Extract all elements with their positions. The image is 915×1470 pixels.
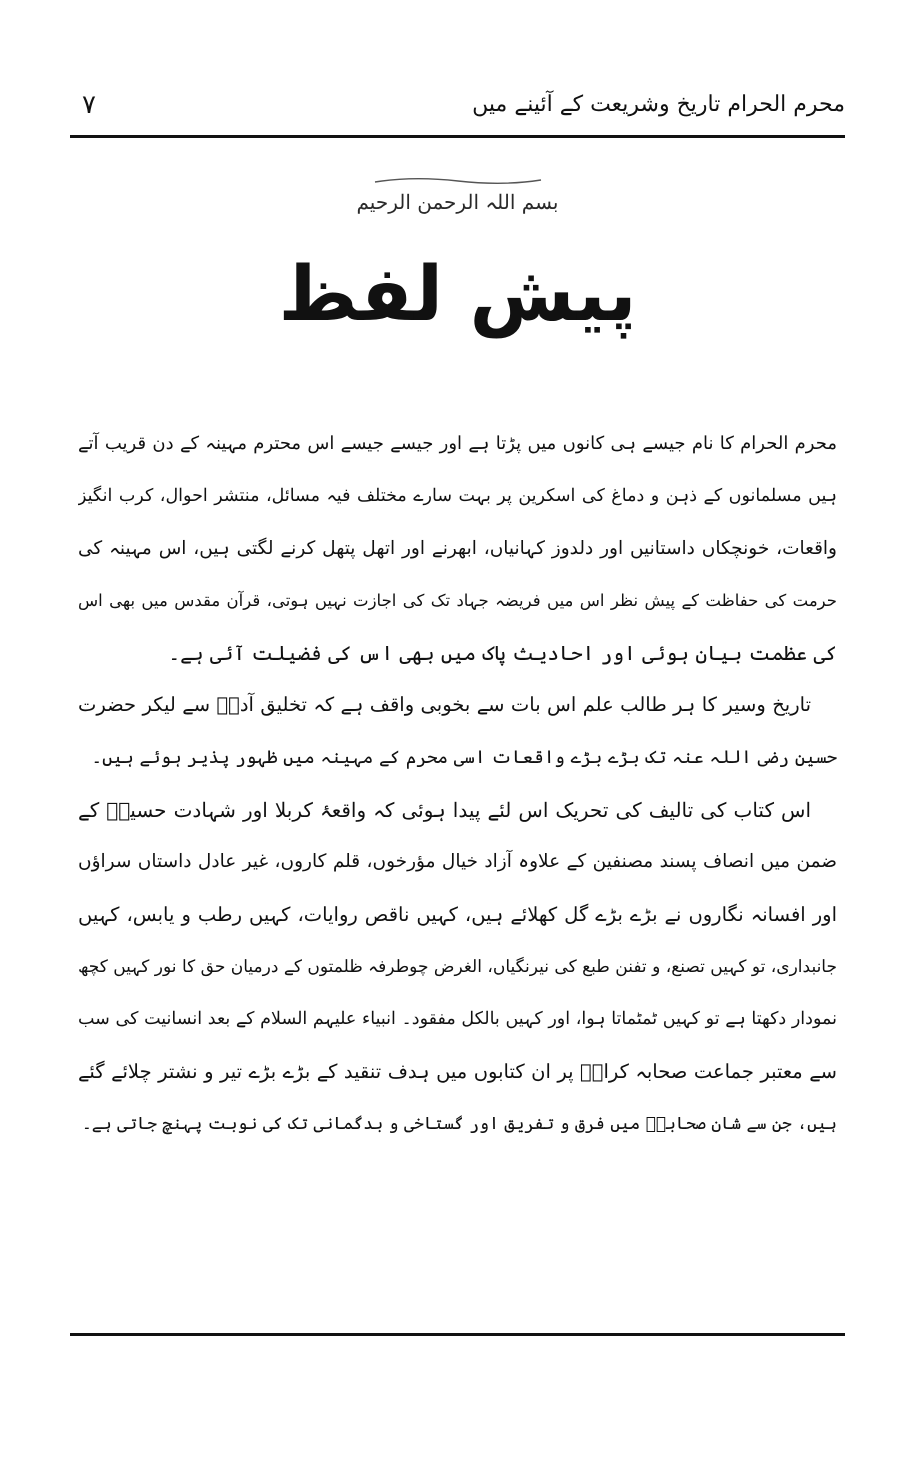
text-line: ضمن میں انصاف پسند مصنفین کے علاوہ آزاد خیال مؤرخوں، قلم کاروں، غیر عادل داستاں سراؤں [78, 851, 837, 873]
text-line: محرم الحرام کا نام جیسے ہی کانوں میں پڑتا ہے اور جیسے جیسے اس محترم مہینہ کے دن قریب آتے [78, 433, 837, 454]
paragraph-3 [78, 784, 837, 1150]
text-line: اس کتاب کی تالیف کی تحریک اس لئے پیدا ہوئی کہ واقعۂ کربلا اور شہادت حسینؓ کے [78, 798, 811, 823]
text-line: کی عظمت بیان ہوئی اور احادیث پاک میں بھی اس کی فضیلت آئی ہے۔ [168, 641, 837, 666]
basmala-text: بسم اللہ الرحمن الرحیم [356, 190, 559, 214]
text-line: نمودار دکھتا ہے تو کہیں ٹمٹماتا ہوا، اور کہیں بالکل مفقود۔ انبیاء علیہم السلام کے بعد انسانیت کی سب [78, 1009, 837, 1030]
text-line: سے معتبر جماعت صحابہ کرامؓ پر ان کتابوں میں ہدف تنقید کے بڑے بڑے تیر و نشتر چلائے گئے [78, 1059, 837, 1083]
page-number: ۷ [82, 90, 96, 120]
basmala-flourish-icon [373, 176, 543, 186]
paragraph-1 [78, 418, 837, 679]
text-line: اور افسانہ نگاروں نے بڑے بڑے گل کھلائے ہیں، کہیں ناقص روایات، کہیں رطب و یابس، کہیں [78, 902, 837, 926]
text-line: تاریخ وسیر کا ہر طالب علم اس بات سے بخوبی واقف ہے کہ تخلیق آدمؑ سے لیکر حضرت [78, 693, 811, 717]
footer-rule [70, 1333, 845, 1336]
text-line: ہیں، جن سے شان صحابہؓ میں فرق و تفریق اور گستاخی و بدگمانی تک کی نوبت پہنچ جاتی ہے۔ [81, 1113, 837, 1134]
text-line: واقعات، خونچکاں داستانیں اور دلدوز کہانیاں، ابھرنے اور اتھل پتھل کرنے لگتی ہیں، اس مہینہ کی [78, 537, 837, 559]
body-text [78, 418, 837, 1150]
chapter-title: پیش لفظ [278, 249, 637, 338]
paragraph-2 [78, 679, 837, 784]
text-line: جانبداری، تو کہیں تصنع، و تفنن طبع کی نیرنگیاں، الغرض چوطرفہ ظلمتوں کے درمیان حق کا نور کہیں کچھ [78, 956, 837, 977]
basmala-calligraphy [0, 176, 915, 214]
page-header [70, 88, 845, 132]
text-line: حسین رضی اللہ عنہ تک بڑے بڑے واقعات اسی محرم کے مہینہ میں ظہور پذیر ہوئے ہیں۔ [91, 746, 837, 768]
text-line: حرمت کی حفاظت کے پیش نظر اس میں فریضہ جہاد تک کی اجازت نہیں ہوتی، قرآن مقدس میں بھی اس [78, 590, 837, 610]
header-rule [70, 135, 845, 138]
text-line: ہیں مسلمانوں کے ذہن و دماغ کی اسکرین پر بہت سارے مختلف فیہ مسائل، منتشر احوال، کرب انگیز [78, 486, 837, 507]
running-title: محرم الحرام تاریخ وشریعت کے آئینے میں [472, 92, 845, 117]
